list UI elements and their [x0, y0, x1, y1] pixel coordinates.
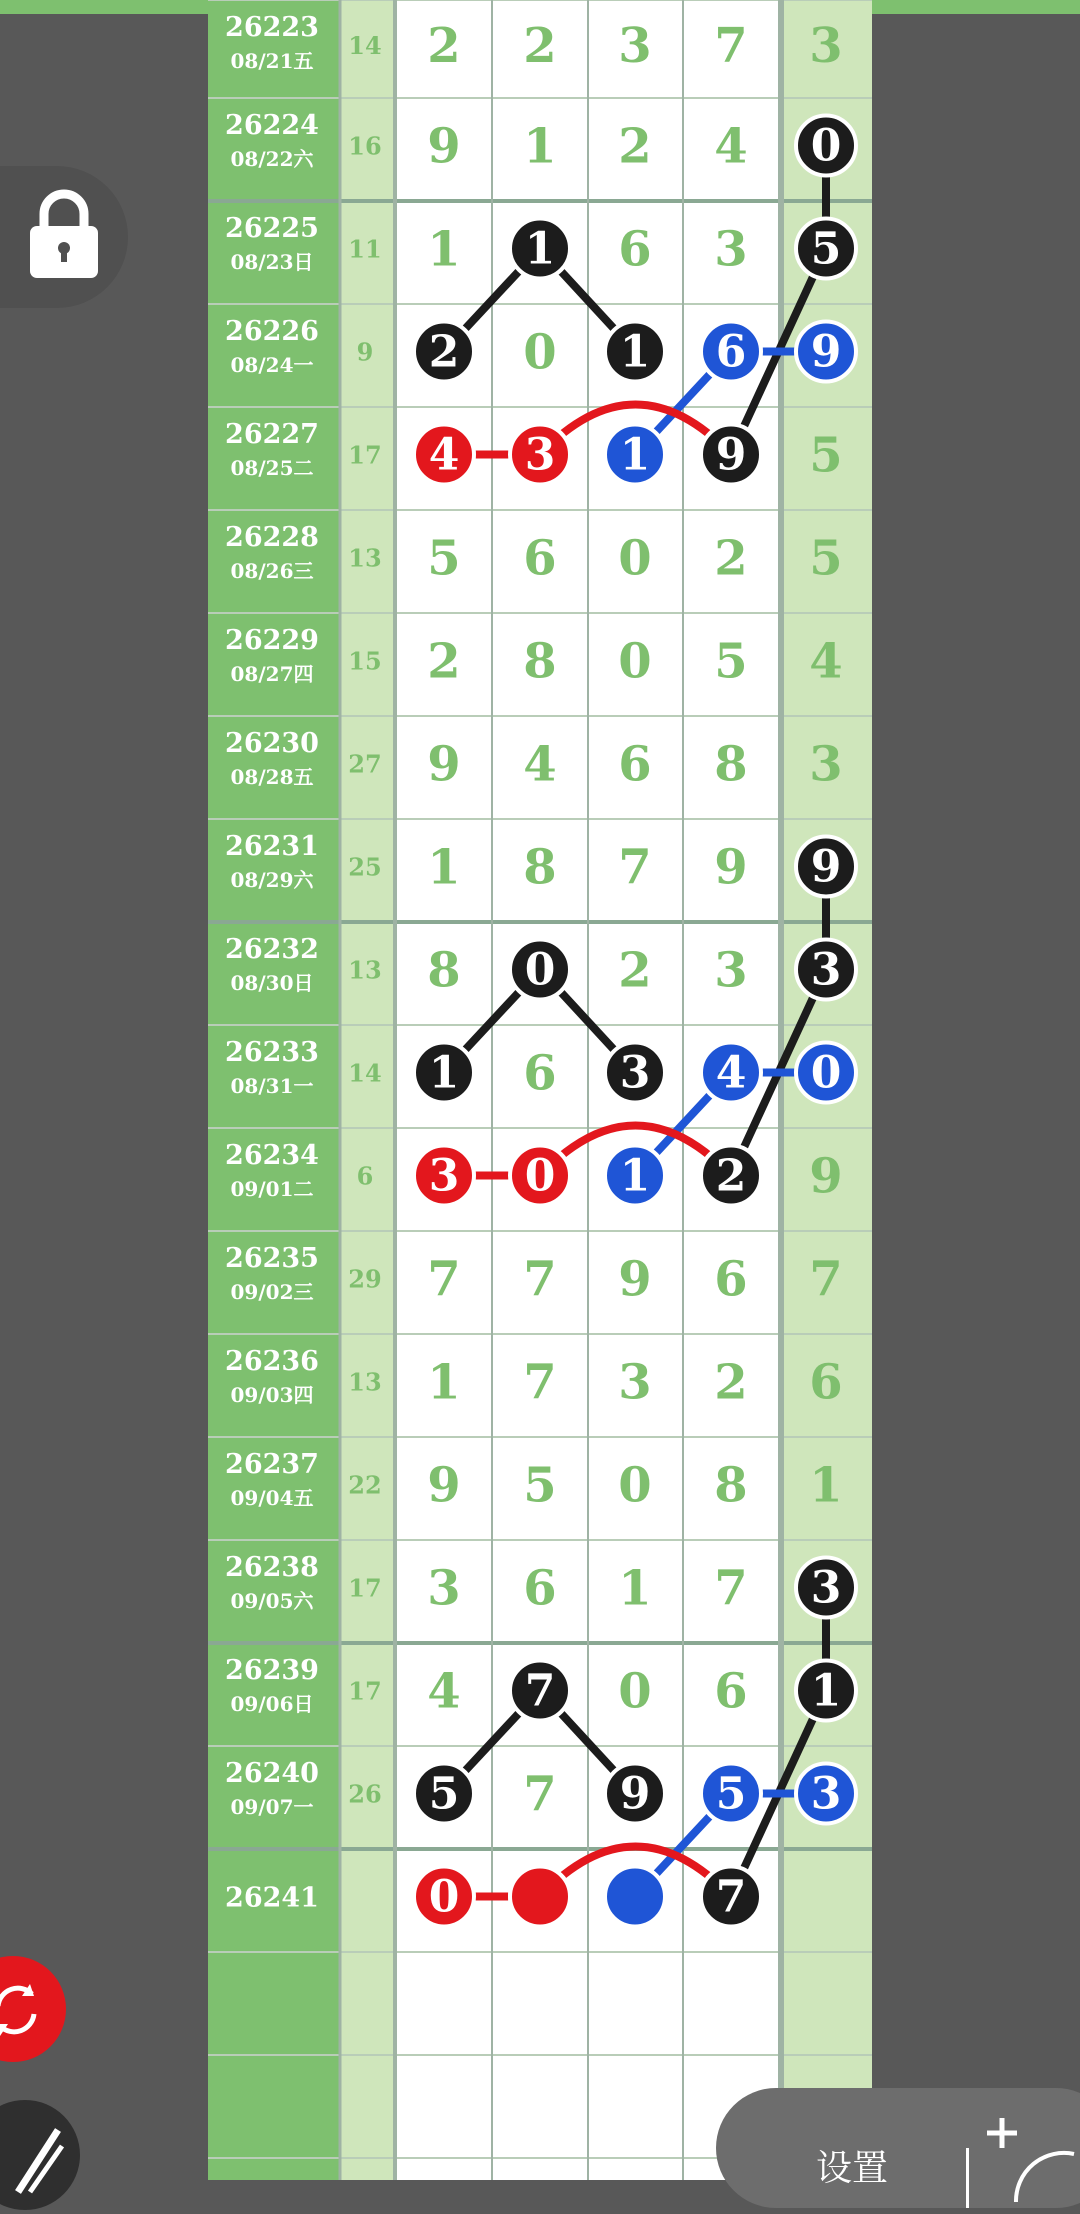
- ball-digit: 3: [524, 429, 556, 481]
- digit-value: 6: [714, 1663, 748, 1720]
- digit-value: 7: [523, 1354, 557, 1411]
- ball-digit: 7: [715, 1871, 747, 1923]
- ball-digit: 0: [428, 1871, 460, 1923]
- digit-value: 0: [523, 324, 557, 381]
- sum-value: 25: [348, 852, 382, 882]
- sum-column: [340, 0, 395, 2180]
- sum-value: 16: [348, 131, 382, 161]
- digit-value: 5: [714, 633, 748, 690]
- digit-value: 2: [427, 633, 461, 690]
- digit-value: 8: [714, 736, 748, 793]
- empty-ball: [510, 1867, 570, 1927]
- digit-value: 7: [427, 1251, 461, 1308]
- ball-digit: 3: [810, 1768, 842, 1820]
- digit-value: 3: [714, 942, 748, 999]
- digit-value: 2: [618, 118, 652, 175]
- digit-value: 9: [427, 118, 461, 175]
- sum-value: 14: [348, 1058, 382, 1088]
- digit-value: 9: [427, 1457, 461, 1514]
- sum-value: 22: [348, 1470, 382, 1500]
- digit-value: 8: [714, 1457, 748, 1514]
- digit-value: 3: [714, 221, 748, 278]
- sum-value: 17: [348, 1676, 382, 1706]
- divider: [966, 2148, 969, 2208]
- digit-value: 3: [427, 1560, 461, 1617]
- issue-date: 08/25二: [230, 456, 314, 480]
- settings-button[interactable]: 设置: [816, 2148, 889, 2189]
- issue-date: 08/31一: [230, 1074, 314, 1098]
- digit-value: 2: [714, 1354, 748, 1411]
- issue-number: 26240: [225, 1758, 319, 1789]
- issue-number: 26223: [225, 12, 319, 43]
- issue-date: 08/27四: [230, 662, 314, 686]
- ball-digit: 0: [524, 1150, 556, 1202]
- ball-digit: 5: [810, 223, 842, 275]
- digit-value: 3: [809, 736, 843, 793]
- digit-value: 1: [427, 221, 461, 278]
- issue-number: 26227: [225, 419, 319, 450]
- issue-number: 26233: [225, 1037, 319, 1068]
- issue-number: 26226: [225, 316, 319, 347]
- ball-digit: 4: [715, 1047, 747, 1099]
- issue-date: 08/23日: [230, 250, 314, 274]
- ball-digit: 9: [810, 841, 842, 893]
- ball-digit: 1: [619, 326, 651, 378]
- issue-date: 09/01二: [230, 1177, 314, 1201]
- refresh-button[interactable]: [0, 1956, 66, 2062]
- digit-value: 9: [427, 736, 461, 793]
- digit-value: 1: [523, 118, 557, 175]
- digit-value: 8: [427, 942, 461, 999]
- digit-value: 4: [523, 736, 557, 793]
- digit-value: 5: [523, 1457, 557, 1514]
- ball-digit: 2: [715, 1150, 747, 1202]
- issue-date: 09/05六: [230, 1589, 314, 1613]
- ball-digit: 1: [619, 1150, 651, 1202]
- digit-value: 6: [523, 1045, 557, 1102]
- ball-digit: 9: [619, 1768, 651, 1820]
- lock-icon: [0, 166, 128, 308]
- digit-value: 8: [523, 839, 557, 896]
- digit-value: 5: [427, 530, 461, 587]
- issue-number: 26236: [225, 1346, 319, 1377]
- settings-panel[interactable]: [716, 2088, 1080, 2208]
- sum-value: 6: [356, 1161, 374, 1191]
- digit-value: 6: [714, 1251, 748, 1308]
- digit-value: 1: [618, 1560, 652, 1617]
- digit-value: 9: [809, 1148, 843, 1205]
- digit-value: 7: [714, 1560, 748, 1617]
- ball-digit: 3: [619, 1047, 651, 1099]
- ball-digit: 0: [524, 944, 556, 996]
- sum-value: 17: [348, 440, 382, 470]
- digit-value: 7: [714, 18, 748, 74]
- ball-digit: 1: [524, 223, 556, 275]
- digit-value: 2: [427, 18, 461, 74]
- issue-date: 08/21五: [230, 49, 314, 73]
- pen-icon: [0, 2100, 80, 2210]
- ball-digit: 3: [810, 944, 842, 996]
- digit-value: 3: [809, 18, 843, 74]
- issue-number: 26234: [225, 1140, 319, 1171]
- issue-date: 09/04五: [230, 1486, 314, 1510]
- digit-value: 3: [618, 1354, 652, 1411]
- issue-date: 09/02三: [230, 1280, 314, 1304]
- issue-date: 08/29六: [230, 868, 314, 892]
- digit-value: 2: [618, 942, 652, 999]
- digit-value: 0: [618, 1663, 652, 1720]
- ball-digit: 6: [715, 326, 747, 378]
- ball-digit: 3: [428, 1150, 460, 1202]
- digit-value: 1: [427, 839, 461, 896]
- sum-value: 26: [348, 1779, 382, 1809]
- issue-number: 26232: [225, 934, 319, 965]
- issue-number: 26238: [225, 1552, 319, 1583]
- issue-number: 26229: [225, 625, 319, 656]
- digit-value: 7: [809, 1251, 843, 1308]
- digit-value: 8: [523, 633, 557, 690]
- digit-value: 3: [618, 18, 652, 74]
- issue-date: 08/26三: [230, 559, 314, 583]
- lock-button[interactable]: [0, 166, 128, 308]
- issue-date: 09/07一: [230, 1795, 314, 1819]
- refresh-icon: [0, 1956, 66, 2062]
- ball-digit: 1: [428, 1047, 460, 1099]
- digit-value: 7: [523, 1766, 557, 1823]
- issue-number: 26231: [225, 831, 319, 862]
- issue-date: 08/22六: [230, 147, 314, 171]
- issue-number: 26241: [225, 1882, 319, 1914]
- digit-value: 5: [809, 530, 843, 587]
- issue-number: 26239: [225, 1655, 319, 1686]
- ball-digit: 3: [810, 1562, 842, 1614]
- shortcut-button[interactable]: [0, 2100, 80, 2210]
- ball-digit: 5: [428, 1768, 460, 1820]
- sum-value: 17: [348, 1573, 382, 1603]
- ball-digit: 1: [810, 1665, 842, 1717]
- digit-value: 0: [618, 633, 652, 690]
- sum-value: 13: [348, 955, 382, 985]
- digit-value: 6: [809, 1354, 843, 1411]
- issue-number: 26228: [225, 522, 319, 553]
- issue-date: 09/06日: [230, 1692, 314, 1716]
- digit-value: 6: [523, 530, 557, 587]
- ball-digit: 0: [810, 1047, 842, 1099]
- issue-number: 26237: [225, 1449, 319, 1480]
- issue-date: 09/03四: [230, 1383, 314, 1407]
- ball-digit: 5: [715, 1768, 747, 1820]
- ball-digit: 9: [715, 429, 747, 481]
- issue-date: 08/30日: [230, 971, 314, 995]
- digit-value: 4: [714, 118, 748, 175]
- digit-value: 9: [714, 839, 748, 896]
- digit-value: 4: [809, 633, 843, 690]
- add-icon[interactable]: [986, 2118, 1076, 2208]
- sum-value: 9: [356, 337, 374, 367]
- digit-value: 7: [618, 839, 652, 896]
- sum-value: 15: [348, 646, 382, 676]
- empty-ball: [605, 1867, 665, 1927]
- digit-value: 2: [714, 530, 748, 587]
- digit-value: 6: [618, 221, 652, 278]
- issue-number: 26224: [225, 110, 319, 141]
- sum-value: 13: [348, 1367, 382, 1397]
- digit-value: 1: [427, 1354, 461, 1411]
- digit-value: 0: [618, 1457, 652, 1514]
- ball-digit: 2: [428, 326, 460, 378]
- digit-value: 0: [618, 530, 652, 587]
- ball-digit: 4: [428, 429, 460, 481]
- issue-number: 26235: [225, 1243, 319, 1274]
- ball-digit: 7: [524, 1665, 556, 1717]
- digit-value: 6: [523, 1560, 557, 1617]
- issue-number: 26230: [225, 728, 319, 759]
- sum-value: 11: [348, 234, 382, 264]
- digit-value: 6: [618, 736, 652, 793]
- ball-digit: 9: [810, 326, 842, 378]
- issue-date: 08/24一: [230, 353, 314, 377]
- digit-value: 5: [809, 427, 843, 484]
- sum-value: 27: [348, 749, 382, 779]
- ball-digit: 1: [619, 429, 651, 481]
- digit-value: 1: [809, 1457, 843, 1514]
- issue-date: 08/28五: [230, 765, 314, 789]
- issue-number: 26225: [225, 213, 319, 244]
- sum-value: 14: [348, 31, 382, 60]
- digit-value: 2: [523, 18, 557, 74]
- digit-value: 4: [427, 1663, 461, 1720]
- sum-value: 29: [348, 1264, 382, 1294]
- ball-digit: 0: [810, 120, 842, 172]
- digit-value: 7: [523, 1251, 557, 1308]
- sum-value: 13: [348, 543, 382, 573]
- digit-value: 9: [618, 1251, 652, 1308]
